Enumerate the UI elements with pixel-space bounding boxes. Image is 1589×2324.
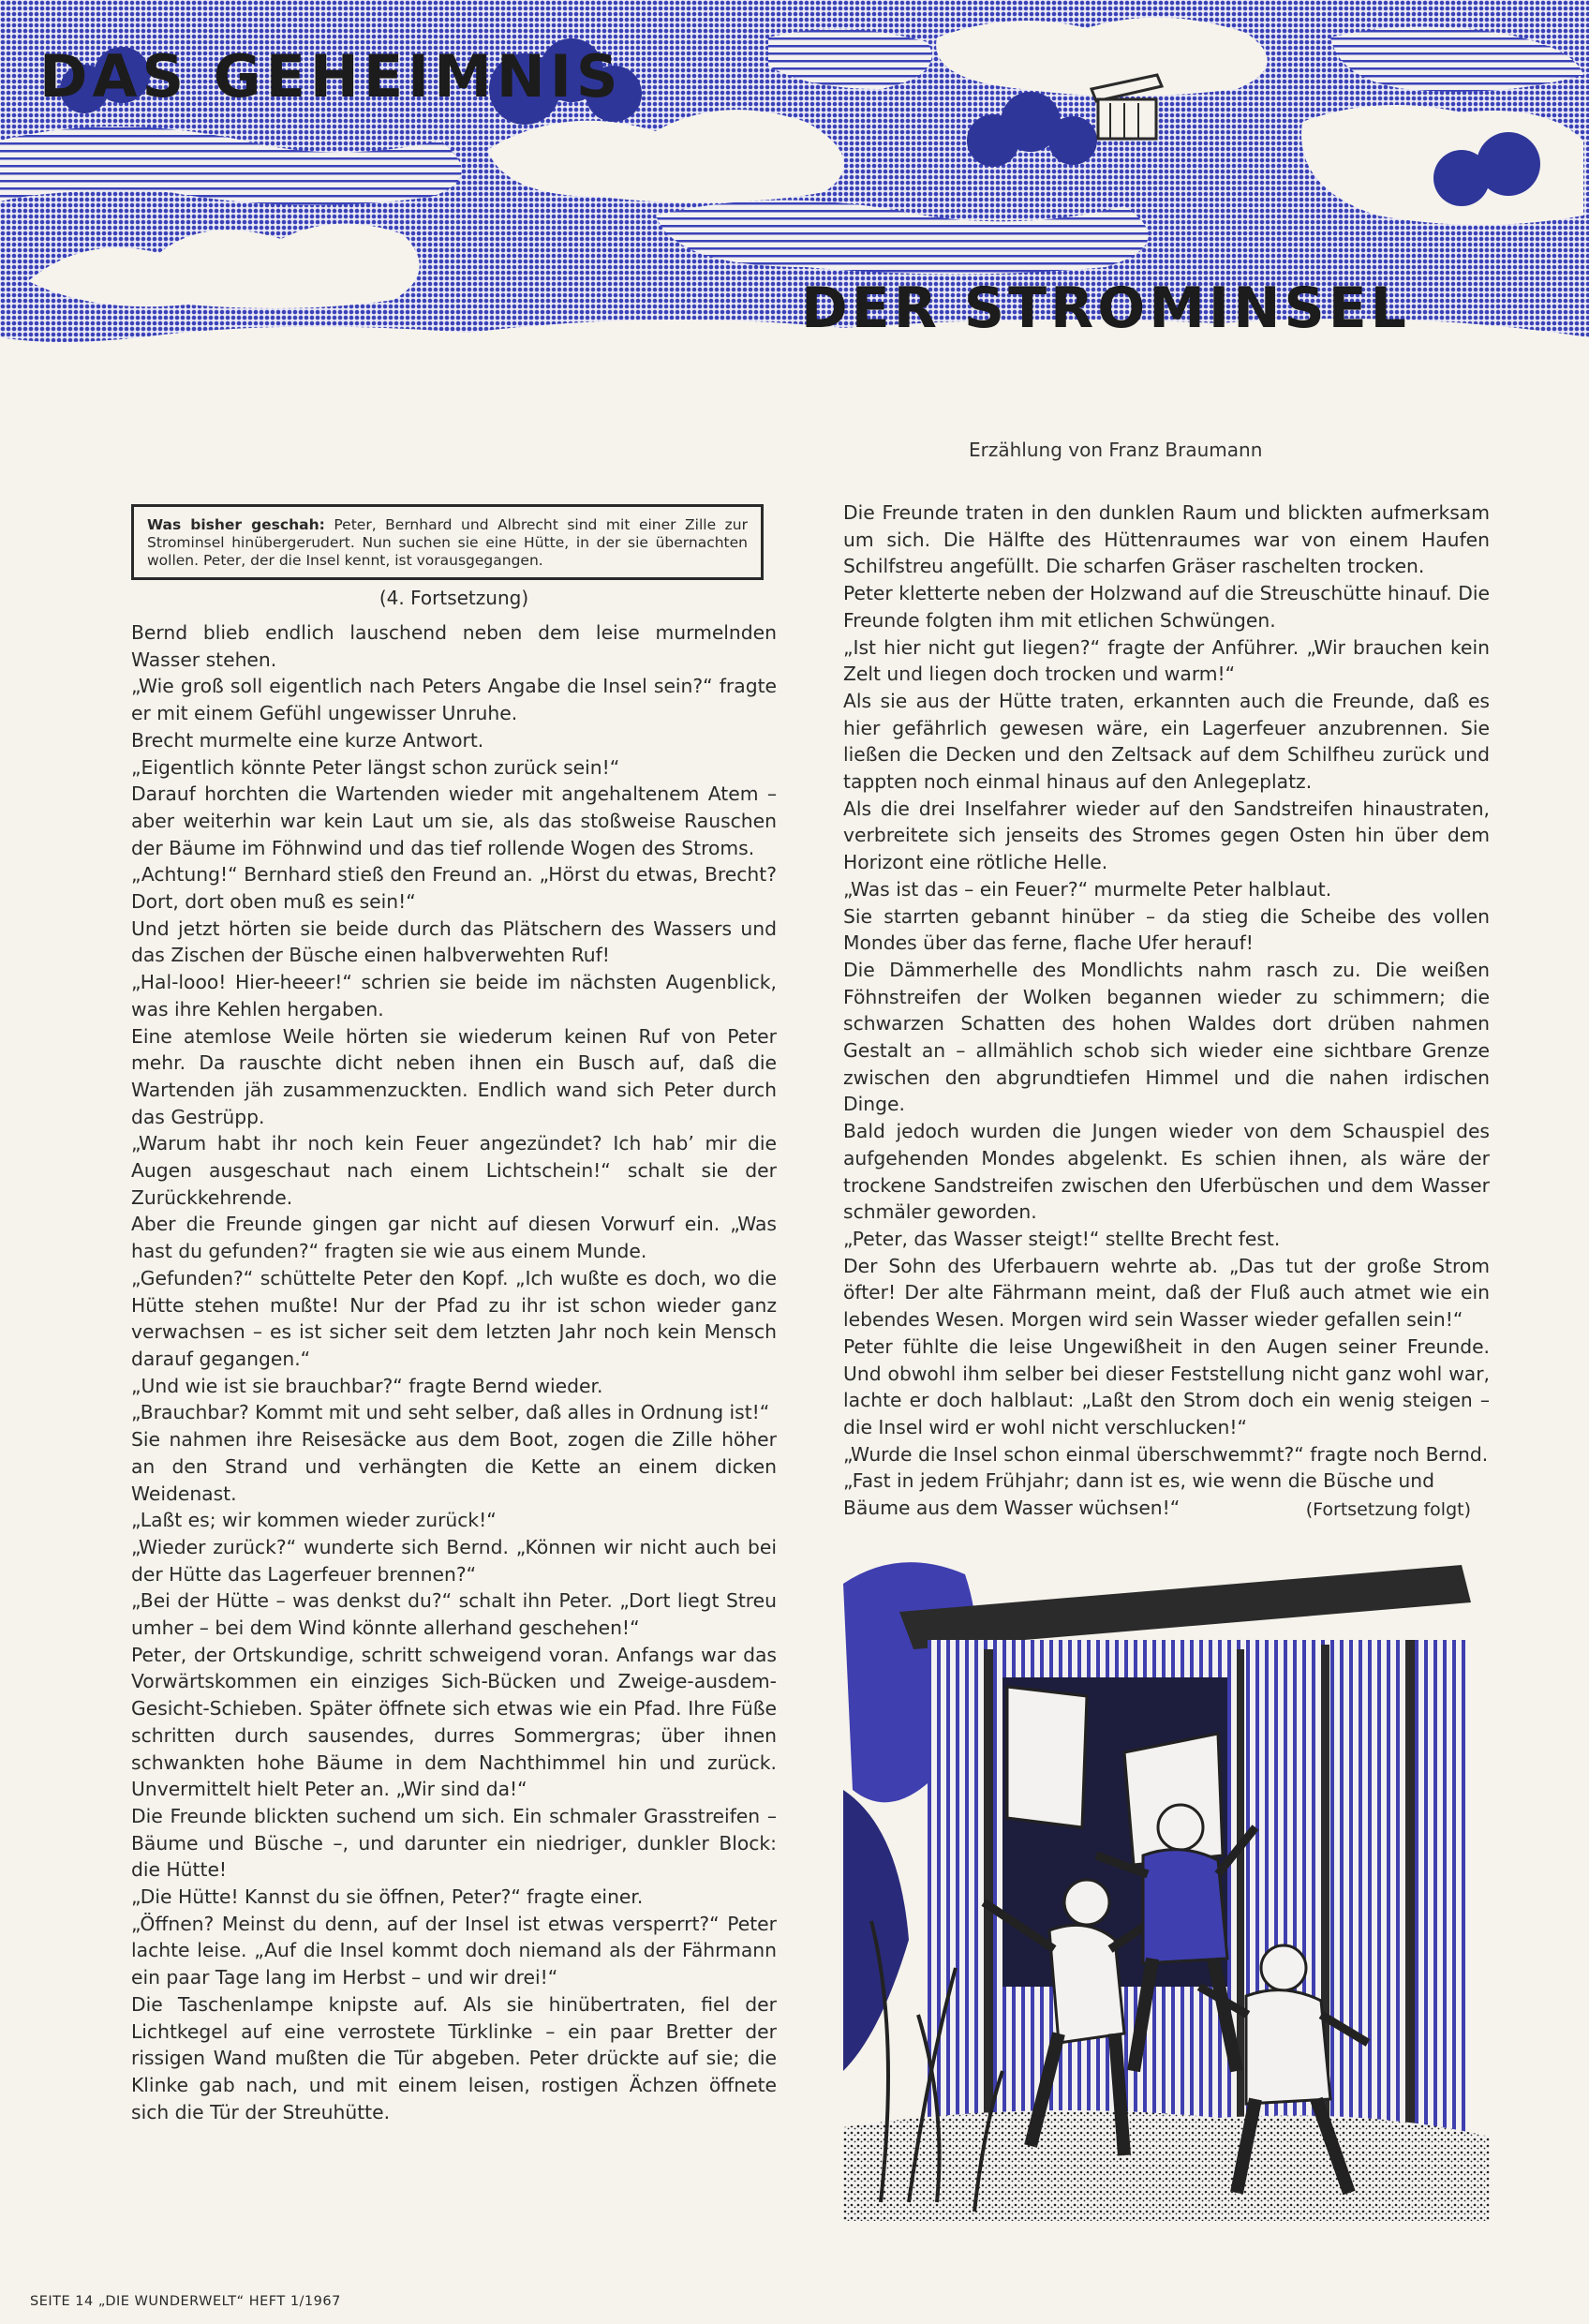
paragraph: Die Freunde blickten suchend um sich. Ein schmaler Grasstreifen – Bäume und Büsche –, und darunter ein niedriger, dunkler Block: die Hütte! xyxy=(131,1804,777,1882)
paragraph: „Die Hütte! Kannst du sie öffnen, Peter?“ fragte einer. xyxy=(131,1885,644,1909)
installment-label: (4. Fortsetzung) xyxy=(379,587,529,609)
paragraph: „Brauchbar? Kommt mit und seht selber, daß alles in Ordnung ist!“ xyxy=(131,1401,770,1424)
paragraph: Als sie aus der Hütte traten, erkannten auch die Freunde, daß es hier gefährlich gewesen wäre, ein Lagerfeuer anzubrennen. Sie ließen die Decken und den Zeltsack auf dem Schilfheu zurück und tappten noch einmal hinaus auf den Anlegeplatz. xyxy=(843,689,1490,794)
paragraph: „Hal-looo! Hier-heeer!“ schrien sie beide im nächsten Augenblick, was ihre Kehlen hergaben. xyxy=(131,971,777,1020)
story-column-left xyxy=(131,619,777,2125)
paragraph: Peter kletterte neben der Holzwand auf die Streuschütte hinauf. Die Freunde folgten ihm mit etlichen Schwüngen. xyxy=(843,582,1490,632)
title-line-1: DAS GEHEIMNIS xyxy=(39,42,623,111)
story-column-right xyxy=(843,499,1490,1523)
paragraph: „Wurde die Insel schon einmal überschwemmt?“ fragte noch Bernd. xyxy=(843,1442,1489,1466)
paragraph: Bernd blieb endlich lauschend neben dem leise murmelnden Wasser stehen. xyxy=(131,621,777,671)
byline: Erzählung von Franz Braumann xyxy=(969,439,1263,461)
paragraph: Eine atemlose Weile hörten sie wiederum keinen Ruf von Peter mehr. Da rauschte dicht neben ihnen ein Busch auf, daß die Wartenden jäh zusammenzuckten. Endlich wand sich Peter durch das Gestrüpp. xyxy=(131,1024,777,1128)
paragraph: Bald jedoch wurden die Jungen wieder von dem Schauspiel des aufgehenden Mondes abgelenkt. Es schien ihnen, als wäre der trockene Sandstreifen zwischen den Uferbüschen und dem Wasser schmäler geworden. xyxy=(843,1120,1490,1224)
paragraph: Die Taschenlampe knipste auf. Als sie hinübertraten, fiel der Lichtkegel auf eine verrostete Türklinke – ein paar Bretter der rissigen Wand mußten die Tür abgeben. Peter drückte auf sie; die Klinke gab nach, und mit einem leisen, rostigen Ächzen öffnete sich die Tür der Streuhütte. xyxy=(131,1992,777,2123)
story-illustration xyxy=(843,1546,1490,2221)
paragraph: Der Sohn des Uferbauern wehrte ab. „Das tut der große Strom öfter! Der alte Fährmann meint, daß der Fluß auch atmet wie ein lebendes Wesen. Morgen wird sein Wasser wieder gefallen sein!“ xyxy=(843,1254,1490,1332)
paragraph: „Was ist das – ein Feuer?“ murmelte Peter halblaut. xyxy=(843,877,1332,901)
title-banner xyxy=(0,0,1589,361)
paragraph: „Gefunden?“ schüttelte Peter den Kopf. „Ich wußte es doch, wo die Hütte stehen mußte! Nur der Pfad zu ihr ist schon wieder ganz verwachsen – es ist sicher seit dem letzten Jahr noch kein Mensch darauf gegangen.“ xyxy=(131,1266,777,1370)
summary-label: Was bisher geschah: xyxy=(147,516,325,533)
continuation-note: (Fortsetzung folgt) xyxy=(1305,1498,1471,1520)
paragraph: „Achtung!“ Bernhard stieß den Freund an. „Hörst du etwas, Brecht? Dort, dort oben muß es sein!“ xyxy=(131,863,777,914)
paragraph: Als die drei Inselfahrer wieder auf den Sandstreifen hinaustraten, verbreitete sich jenseits des Stromes gegen Osten hin über dem Horizont eine rötliche Helle. xyxy=(843,797,1490,874)
paragraph: Brecht murmelte eine kurze Antwort. xyxy=(131,728,484,752)
page-footer: SEITE 14 „DIE WUNDERWELT“ HEFT 1/1967 xyxy=(30,2294,341,2309)
paragraph: Die Freunde traten in den dunklen Raum und blickten aufmerksam um sich. Die Hälfte des Hüttenraumes war von einem Haufen Schilfstreu angefüllt. Die scharfen Gräser raschelten trocken. xyxy=(843,501,1490,578)
paragraph: Die Dämmerhelle des Mondlichts nahm rasch zu. Die weißen Föhnstreifen der Wolken begannen wieder zu schimmern; die schwarzen Schatten des hohen Waldes dort drüben nahmen Gestalt an – allmählich schob sich wieder eine sichtbare Grenze zwischen den abgrundtiefen Himmel und die nahen irdischen Dinge. xyxy=(843,958,1490,1116)
paragraph: „Öffnen? Meinst du denn, auf der Insel ist etwas versperrt?“ Peter lachte leise. „Auf die Insel kommt doch niemand als der Fährmann ein paar Tage lang im Herbst – und wir drei!“ xyxy=(131,1912,777,1989)
summary-box xyxy=(131,504,764,580)
summary-text: Peter, Bernhard und Albrecht sind mit einer Zille zur Strominsel hinübergerudert. Nun suchen sie eine Hütte, in der sie übernachten wollen. Peter, der die Insel kennt, ist vorausgegangen. xyxy=(147,516,748,569)
paragraph: „Und wie ist sie brauchbar?“ fragte Bernd wieder. xyxy=(131,1374,603,1397)
paragraph: „Warum habt ihr noch kein Feuer angezündet? Ich hab’ mir die Augen ausgeschaut nach einem Lichtschein!“ schalt sie der Zurückkehrende. xyxy=(131,1132,777,1209)
paragraph: Und jetzt hörten sie beide durch das Plätschern des Wassers und das Zischen der Büsche einen halbverwehten Ruf! xyxy=(131,916,777,967)
paragraph: Peter, der Ortskundige, schritt schweigend voran. Anfangs war das Vorwärtskommen ein einziges Sich-Bücken und Zweige-ausdem-Gesicht-Schieben. Später öffnete sich etwas wie ein Pfad. Ihre Füße schritten durch sausendes, durres Sommergras; über ihnen schwankten hohe Bäume in dem Nachthimmel hin und zurück. Unvermittelt hielt Peter an. „Wir sind da!“ xyxy=(131,1643,777,1801)
paragraph: „Fast in jedem Frühjahr; dann ist es, wie wenn die Büsche und Bäume aus dem Wasser wüchsen!“ xyxy=(843,1469,1434,1520)
paragraph: „Bei der Hütte – was denkst du?“ schalt ihn Peter. „Dort liegt Streu umher – bei dem Wind könnte allerhand geschehen!“ xyxy=(131,1589,777,1640)
paragraph: „Ist hier nicht gut liegen?“ fragte der Anführer. „Wir brauchen kein Zelt und liegen doch trocken und warm!“ xyxy=(843,635,1490,686)
paragraph: Sie starrten gebannt hinüber – da stieg die Scheibe des vollen Mondes über das ferne, flache Ufer herauf! xyxy=(843,904,1490,955)
paragraph: Aber die Freunde gingen gar nicht auf diesen Vorwurf ein. „Was hast du gefunden?“ fragten sie wie aus einem Munde. xyxy=(131,1213,777,1263)
paragraph: „Wie groß soll eigentlich nach Peters Angabe die Insel sein?“ fragte er mit einem Gefühl ungewisser Unruhe. xyxy=(131,675,777,725)
paragraph: Darauf horchten die Wartenden wieder mit angehaltenem Atem – aber weiterhin war kein Laut um sie, als das stoßweise Rauschen der Bäume im Föhnwind und das tief rollende Wogen des Stroms. xyxy=(131,782,777,859)
paragraph: „Eigentlich könnte Peter längst schon zurück sein!“ xyxy=(131,755,620,779)
paragraph: „Peter, das Wasser steigt!“ stellte Brecht fest. xyxy=(843,1227,1281,1250)
paragraph: „Laßt es; wir kommen wieder zurück!“ xyxy=(131,1509,497,1532)
paragraph: „Wieder zurück?“ wunderte sich Bernd. „Können wir nicht auch bei der Hütte das Lagerfeuer brennen?“ xyxy=(131,1535,777,1586)
title-line-2: DER STROMINSEL xyxy=(801,276,1410,341)
paragraph: Sie nahmen ihre Reisesäcke aus dem Boot, zogen die Zille höher an den Strand und verhängten die Kette an einem dicken Weidenast. xyxy=(131,1428,777,1505)
paragraph: Peter fühlte die leise Ungewißheit in den Augen seiner Freunde. Und obwohl ihm selber bei dieser Feststellung nicht ganz wohl war, lachte er doch halblaut: „Laßt den Strom doch ein wenig steigen – die Insel wird er wohl nicht verschlucken!“ xyxy=(843,1334,1490,1438)
